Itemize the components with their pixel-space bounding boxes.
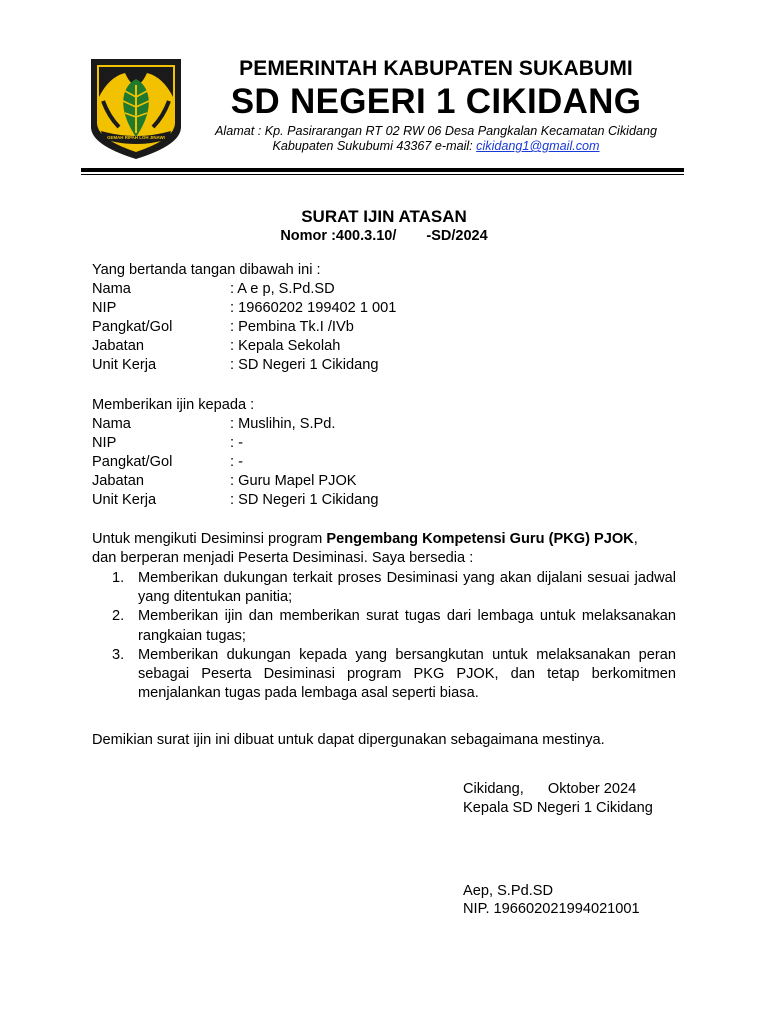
program-name: Pengembang Kompetensi Guru (PKG) PJOK bbox=[326, 531, 634, 547]
recipient-label: Jabatan bbox=[92, 473, 144, 489]
signer-value: : Pembina Tk.I /IVb bbox=[230, 319, 354, 335]
purpose-prefix: Untuk mengikuti Desiminsi program bbox=[92, 531, 327, 547]
address-line-2 bbox=[196, 139, 676, 154]
list-item bbox=[112, 646, 676, 704]
closing-sentence: Demikian surat ijin ini dibuat untuk dapat dipergunakan sebagaimana mestinya. bbox=[92, 732, 605, 748]
government-name: PEMERINTAH KABUPATEN SUKABUMI bbox=[239, 57, 633, 80]
recipient-value: : - bbox=[230, 454, 243, 470]
signer-value: : SD Negeri 1 Cikidang bbox=[230, 357, 379, 373]
address-line-1: Alamat : Kp. Pasirarangan RT 02 RW 06 Desa Pangkalan Kecamatan Cikidang bbox=[215, 124, 657, 138]
sign-nip: NIP. 196602021994021001 bbox=[463, 901, 640, 917]
sign-place-date bbox=[463, 780, 636, 799]
signer-label: Jabatan bbox=[92, 338, 144, 354]
school-name: SD NEGERI 1 CIKIDANG bbox=[230, 82, 642, 121]
list-text: Memberikan dukungan terkait proses Desiminasi yang akan dijalani sesuai jadwal yang ditentukan panitia; bbox=[138, 570, 676, 606]
recipient-value: : Guru Mapel PJOK bbox=[230, 473, 357, 489]
list-item bbox=[112, 569, 676, 607]
recipient-label: Pangkat/Gol bbox=[92, 454, 173, 470]
signer-value: : A e p, S.Pd.SD bbox=[230, 281, 335, 297]
sign-name: Aep, S.Pd.SD bbox=[463, 883, 554, 899]
recipient-value: : Muslihin, S.Pd. bbox=[230, 416, 336, 432]
commitment-list bbox=[112, 569, 676, 703]
recipient-label: Unit Kerja bbox=[92, 492, 157, 508]
list-number: 1. bbox=[112, 570, 125, 586]
list-number: 2. bbox=[112, 608, 125, 625]
list-text: Memberikan dukungan kepada yang bersangkutan untuk melaksanakan peran sebagai Peserta Desiminasi program PKG PJOK, dan tetap berkomitmen menjalankan tugas pada lembaga asal seperti biasa. bbox=[138, 646, 676, 702]
signer-label: Nama bbox=[92, 281, 131, 297]
recipient-label: Nama bbox=[92, 416, 131, 432]
list-number: 3. bbox=[112, 646, 125, 663]
signer-value: : Kepala Sekolah bbox=[230, 338, 341, 354]
address-line-2-text: Kabupaten Sukubumi 43367 e-mail: bbox=[272, 139, 477, 153]
list-item bbox=[112, 607, 676, 645]
signer-label: Unit Kerja bbox=[92, 357, 157, 373]
purpose-paragraph bbox=[92, 530, 676, 568]
letter-title: SURAT IJIN ATASAN bbox=[301, 207, 467, 226]
signer-label: Pangkat/Gol bbox=[92, 319, 173, 335]
letter-number-suffix: -SD/2024 bbox=[426, 228, 488, 244]
signer-value: : 19660202 199402 1 001 bbox=[230, 300, 397, 316]
letter-number-prefix: Nomor :400.3.10/ bbox=[280, 228, 397, 244]
recipient-value: : SD Negeri 1 Cikidang bbox=[230, 492, 379, 508]
letter-number bbox=[0, 228, 768, 244]
signer-label: NIP bbox=[92, 300, 117, 316]
purpose-line-1 bbox=[92, 530, 676, 549]
email-link[interactable]: cikidang1@gmail.com bbox=[476, 139, 600, 153]
recipient-label: NIP bbox=[92, 435, 117, 451]
svg-text:GEMAH RIPAH LOH JINAWI: GEMAH RIPAH LOH JINAWI bbox=[107, 135, 165, 140]
header-divider-thin bbox=[81, 174, 684, 175]
recipient-value: : - bbox=[230, 435, 243, 451]
recipient-intro: Memberikan ijin kepada : bbox=[92, 397, 255, 413]
sign-position: Kepala SD Negeri 1 Cikidang bbox=[463, 800, 653, 816]
list-text: Memberikan ijin dan memberikan surat tugas dari lembaga untuk melaksanakan rangkaian tugas; bbox=[138, 608, 676, 644]
header-divider-thick bbox=[81, 168, 684, 172]
sign-date: Oktober 2024 bbox=[547, 781, 637, 797]
signer-intro: Yang bertanda tangan dibawah ini : bbox=[92, 262, 321, 278]
sign-place: Cikidang, bbox=[463, 781, 524, 797]
kabupaten-sukabumi-crest-logo bbox=[89, 57, 183, 161]
purpose-line-2: dan berperan menjadi Peserta Desiminasi. Saya bersedia : bbox=[92, 550, 474, 567]
purpose-suffix: , bbox=[633, 531, 638, 547]
school-address bbox=[196, 124, 676, 154]
